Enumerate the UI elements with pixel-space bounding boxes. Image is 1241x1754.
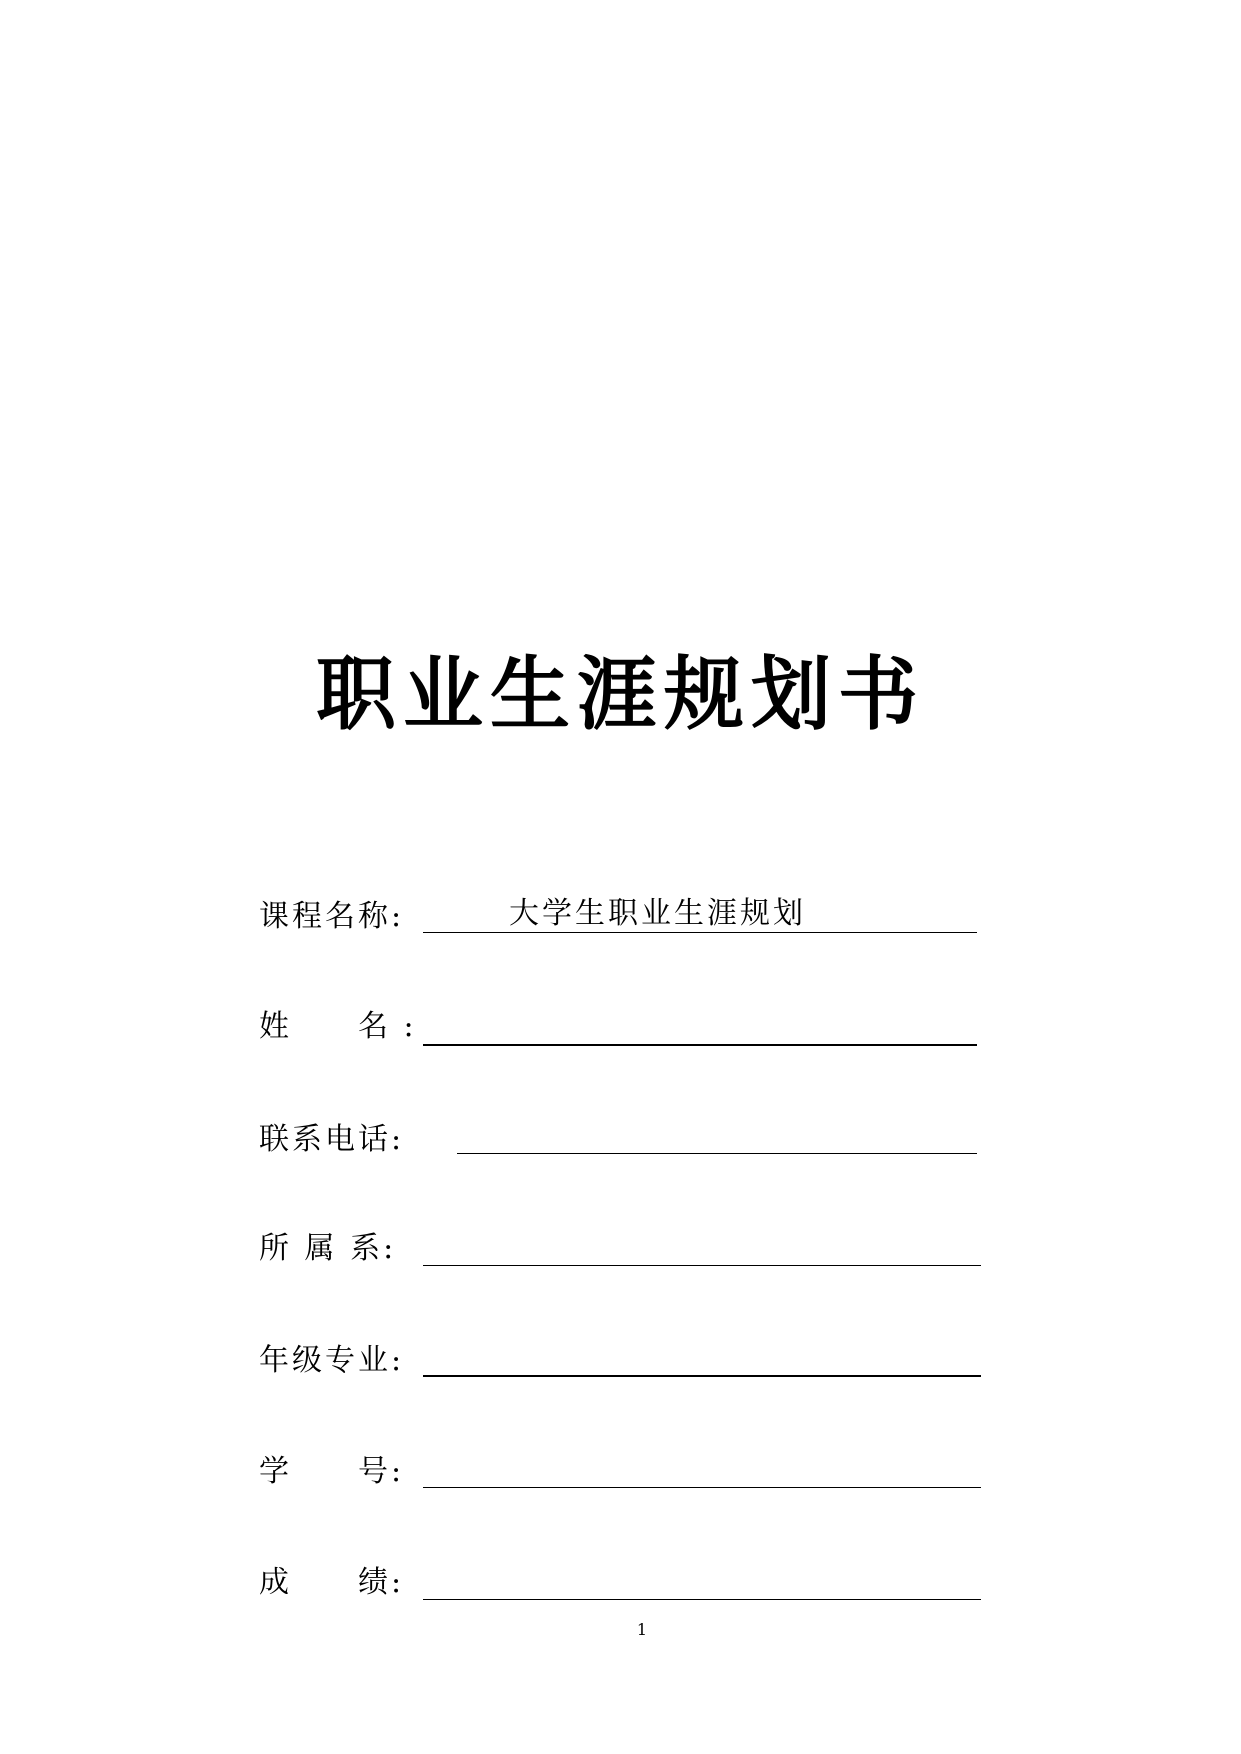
phone-row [0,1120,1241,1164]
score-underline [423,1599,981,1600]
name-label: 姓 名 : [259,1009,417,1044]
department-row [0,1229,1241,1273]
department-label: 所 属 系: [259,1231,397,1266]
grade-major-row [0,1341,1241,1385]
page-number: 1 [636,1620,648,1639]
course-name-underline [423,932,977,933]
student-id-row [0,1452,1241,1496]
student-id-label: 学 号: [259,1454,405,1489]
department-underline [423,1265,981,1266]
grade-major-underline [423,1375,981,1377]
score-row [0,1563,1241,1607]
grade-major-label: 年级专业: [259,1343,405,1378]
score-label: 成 绩: [259,1565,405,1600]
course-name-label: 课程名称: [259,899,405,934]
document-title: 职业生涯规划书 [316,647,925,741]
student-id-underline [423,1487,981,1488]
name-underline [423,1044,977,1046]
course-name-value: 大学生职业生涯规划 [509,896,806,931]
phone-label: 联系电话: [259,1122,405,1157]
phone-underline [457,1153,977,1154]
course-name-row [0,897,1241,941]
name-row [0,1007,1241,1051]
